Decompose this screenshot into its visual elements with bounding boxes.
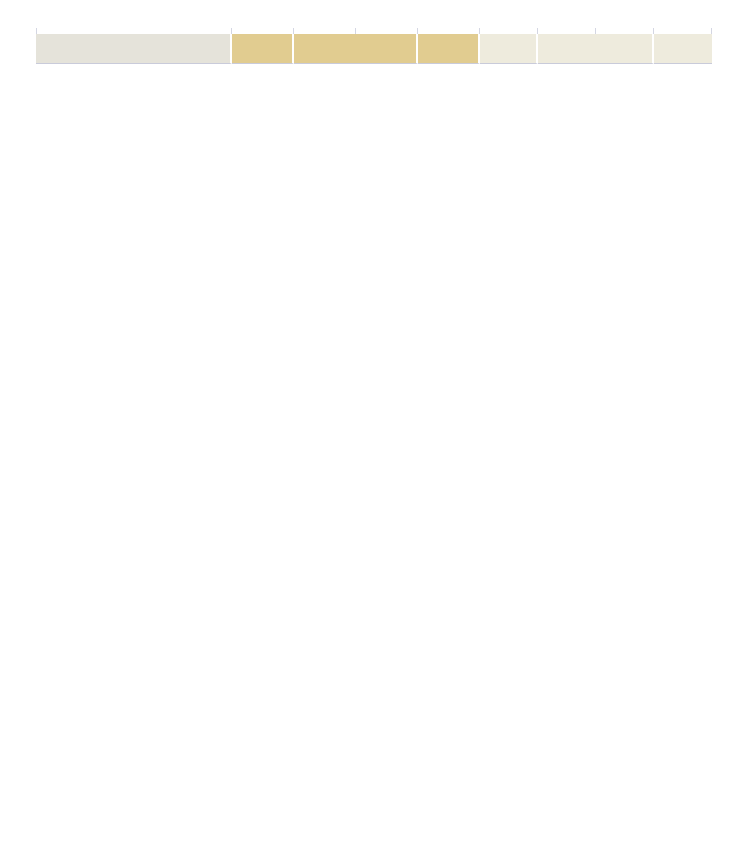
totals-row — [36, 34, 712, 64]
totals-proteina-minmax-empty-cell — [294, 34, 418, 64]
totals-peso-minmax-empty-cell — [538, 34, 654, 64]
totals-proteina-prom-cell — [232, 34, 294, 64]
totals-label-cell — [36, 34, 232, 64]
totals-peso-prom-cell — [480, 34, 538, 64]
section-kicker — [20, 2, 726, 4]
totals-proteina-t-cell — [418, 34, 480, 64]
report-page — [0, 0, 746, 64]
totals-peso-t-cell — [654, 34, 712, 64]
data-table — [36, 28, 712, 64]
